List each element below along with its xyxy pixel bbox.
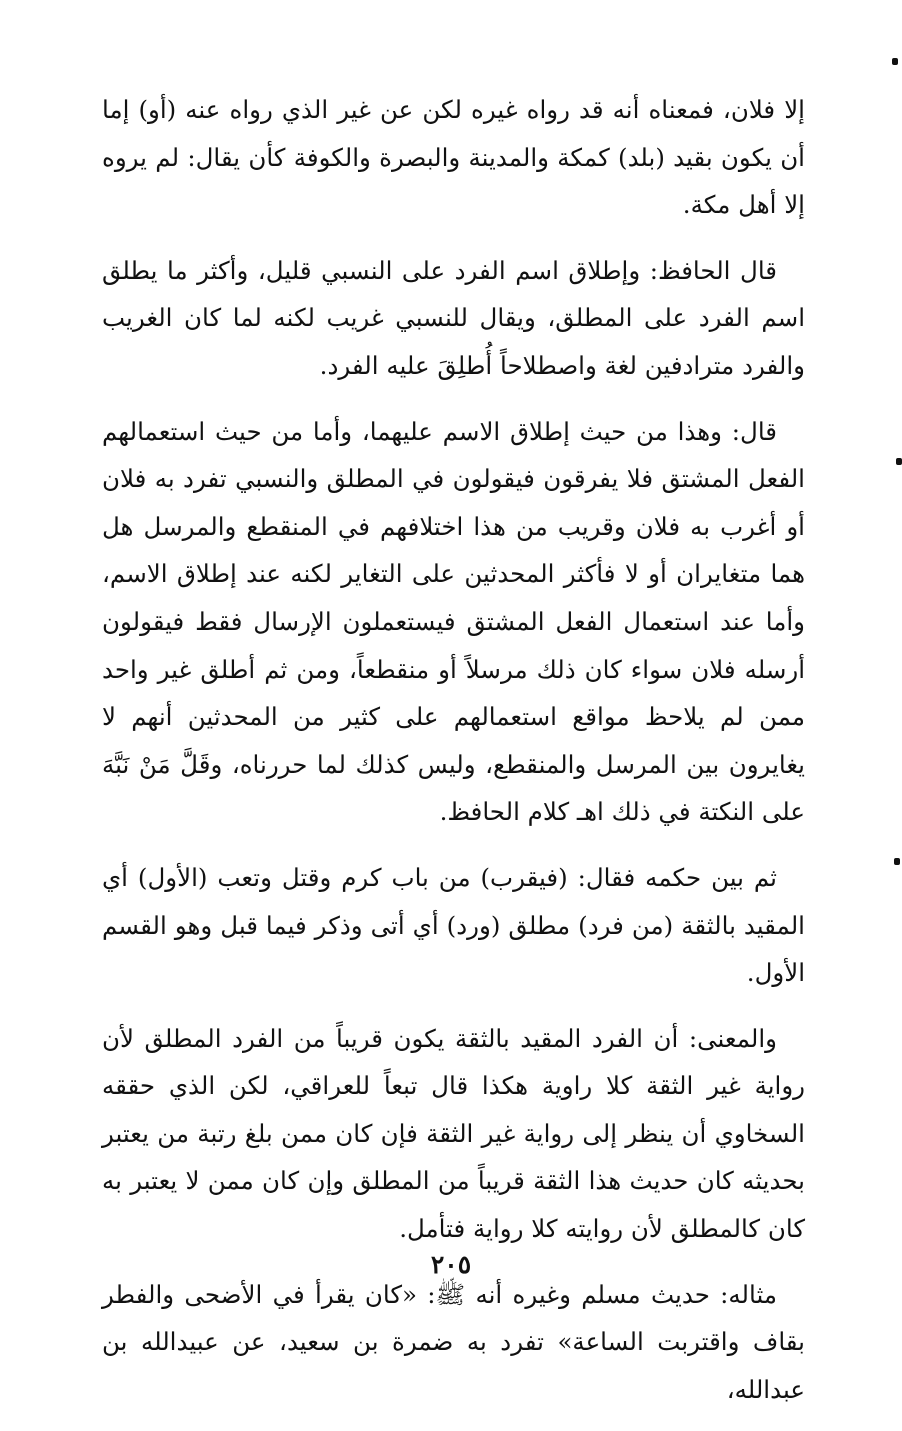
paragraph: قال: وهذا من حيث إطلاق الاسم عليهما، وأما من حيث استعمالهم الفعل المشتق فلا يفرقون فيقولون في المطلق والنسبي تفرد به فلان أو أغرب به فلان وقريب من هذا اختلافهم في المنقطع والمرسل هل هما متغايران أو لا فأكثر المحدثين على التغاير لكنه عند إطلاق الاسم، وأما عند استعمال الفعل المشتق فيستعملون الإرسال فقط فيقولون أرسله فلان سواء كان ذلك مرسلاً أو منقطعاً، ومن ثم أطلق غير واحد ممن لم يلاحظ مواقع استعمالهم على كثير من المحدثين أنهم لا يغايرون بين المرسل والمنقطع، وليس كذلك لما حررناه، وقَلَّ مَنْ نَبَّهَ على النكتة في ذلك اهـ كلام الحافظ. bbox=[102, 416, 805, 827]
margin-mark bbox=[894, 858, 900, 865]
page-number: ٢٠٥ bbox=[430, 1250, 472, 1279]
paragraph: قال الحافظ: وإطلاق اسم الفرد على النسبي قليل، وأكثر ما يطلق اسم الفرد على المطلق، ويقال للنسبي غريب لكنه لما كان الغريب والفرد مترادفين لغة واصطلاحاً أُطلِقَ عليه الفرد. bbox=[102, 255, 805, 380]
paragraph: إلا فلان، فمعناه أنه قد رواه غيره لكن عن غير الذي رواه عنه (أو) إما أن يكون بقيد (بلد) كمكة والمدينة والبصرة والكوفة كأن يقال: لم يروه إلا أهل مكة. bbox=[102, 95, 805, 220]
paragraph: والمعنى: أن الفرد المقيد بالثقة يكون قريباً من الفرد المطلق لأن رواية غير الثقة كلا راوية هكذا قال تبعاً للعراقي، لكن الذي حققه السخاوي أن ينظر إلى رواية غير الثقة فإن كان ممن بلغ رتبة من يعتبر بحديثه كان حديث هذا الثقة قريباً من المطلق وإن كان ممن لا يعتبر به كان كالمطلق لأن روايته كلا رواية فتأمل. bbox=[102, 1023, 805, 1244]
paragraph: ثم بين حكمه فقال: (فيقرب) من باب كرم وقتل وتعب (الأول) أي المقيد بالثقة (من فرد) مطلق (ورد) أي أتى وذكر فيما قبل وهو القسم الأول. bbox=[102, 862, 805, 988]
body-text bbox=[102, 86, 805, 1431]
paragraph: مثاله: حديث مسلم وغيره أنه ﷺ: «كان يقرأ في الأضحى والفطر بقاف واقتربت الساعة» تفرد به ضمرة بن سعيد، عن عبيدالله بن عبدالله، bbox=[102, 1279, 805, 1404]
margin-mark bbox=[896, 458, 902, 465]
margin-mark bbox=[892, 58, 898, 65]
